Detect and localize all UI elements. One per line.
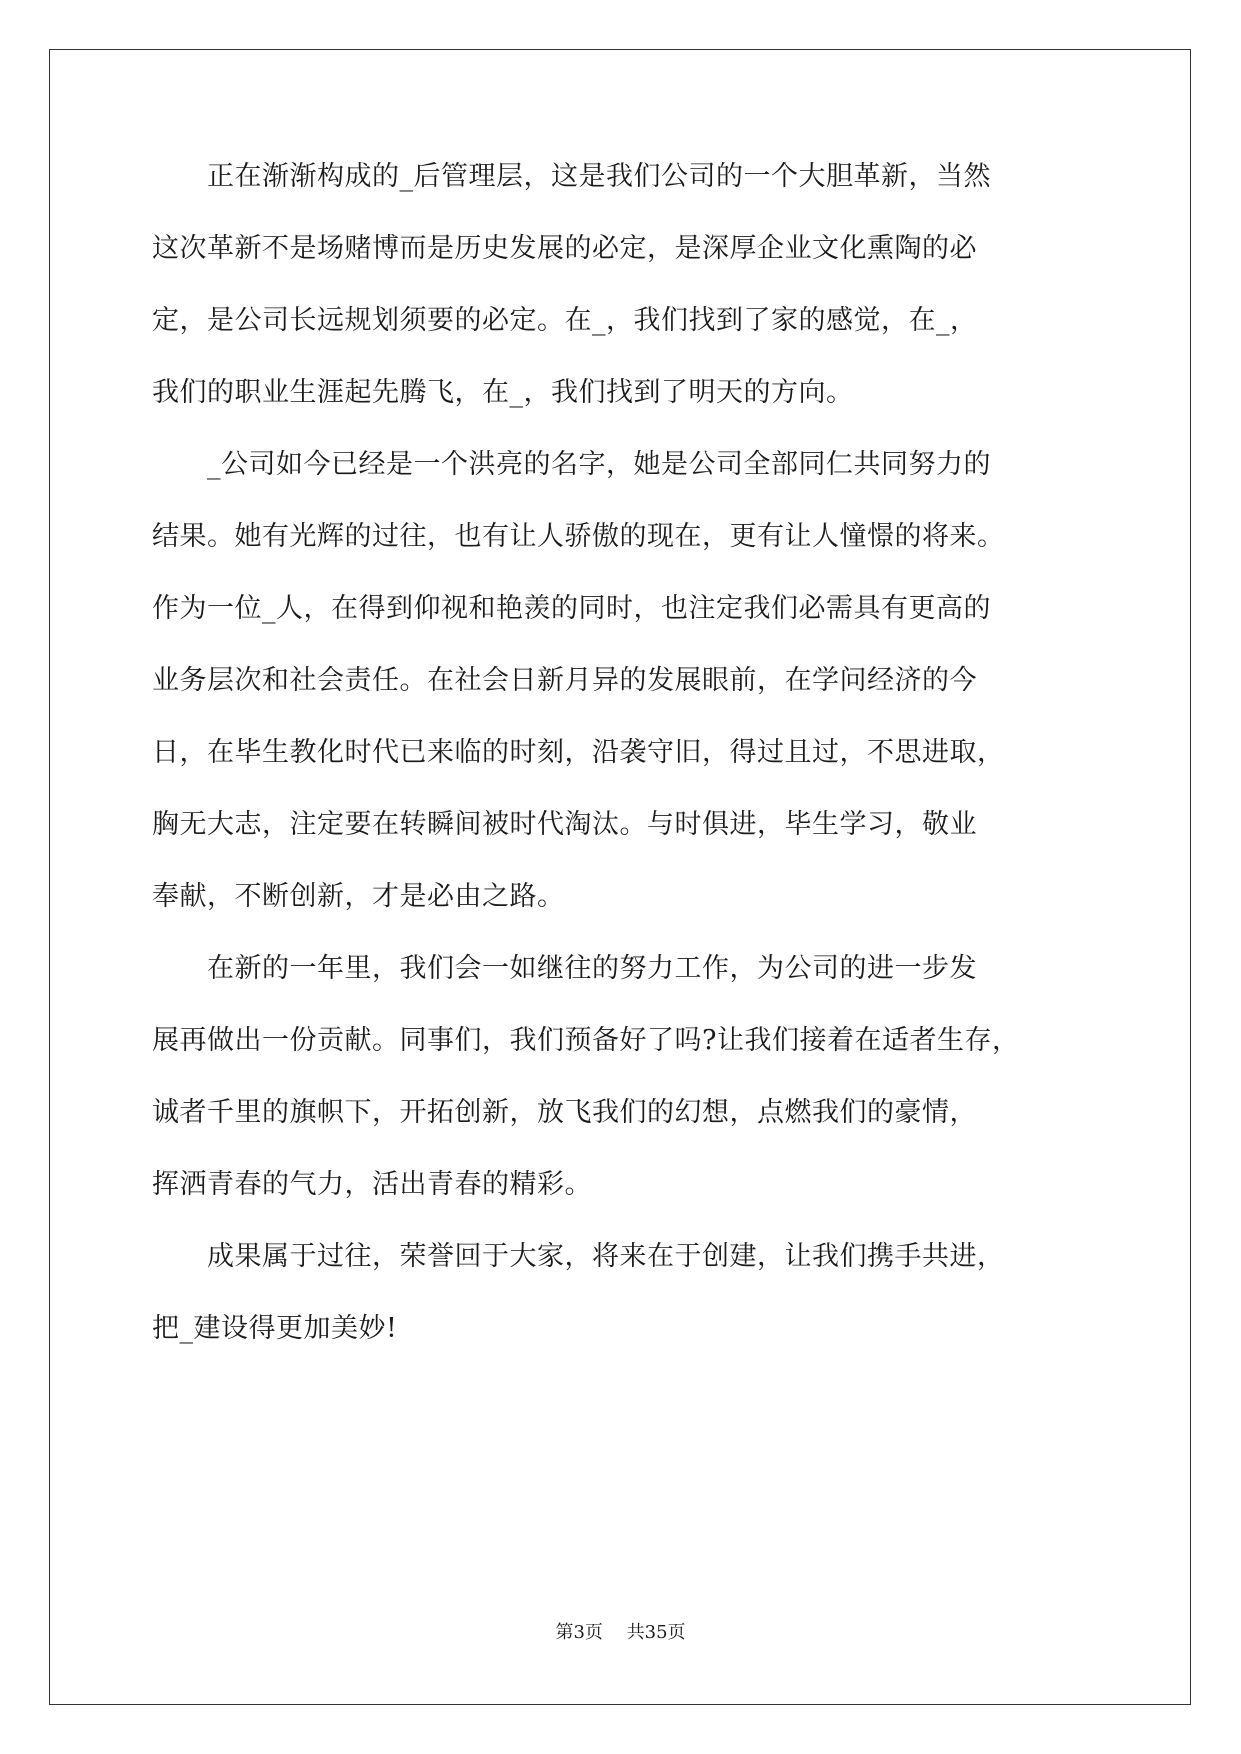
- paragraph-line: 在新的一年里，我们会一如继往的努力工作，为公司的进一步发: [152, 953, 977, 984]
- page-border: [49, 49, 1191, 1705]
- paragraph-line: 成果属于过往，荣誉回于大家，将来在于创建，让我们携手共进，: [152, 1241, 1005, 1272]
- paragraph-line: 奉献，不断创新，才是必由之路。: [152, 881, 565, 912]
- page-number-footer: 第3页 共35页: [555, 1622, 686, 1643]
- paragraph-line: 结果。她有光辉的过往，也有让人骄傲的现在，更有让人憧憬的将来。: [152, 521, 1005, 552]
- paragraph-line: 挥洒青春的气力，活出青春的精彩。: [152, 1169, 592, 1200]
- paragraph-line: 把_建设得更加美妙!: [152, 1313, 398, 1344]
- paragraph-line: 胸无大志，注定要在转瞬间被时代淘汰。与时俱进，毕生学习，敬业: [152, 809, 977, 840]
- paragraph-line: 定，是公司长远规划须要的必定。在_，我们找到了家的感觉，在_，: [152, 305, 978, 336]
- paragraph-line: 展再做出一份贡献。同事们，我们预备好了吗?让我们接着在适者生存，: [152, 1025, 1020, 1056]
- paragraph-line: 业务层次和社会责任。在社会日新月异的发展眼前，在学问经济的今: [152, 665, 977, 696]
- paragraph-line: 日，在毕生教化时代已来临的时刻，沿袭守旧，得过且过，不思进取，: [152, 737, 1005, 768]
- paragraph-line: 诚者千里的旗帜下，开拓创新，放飞我们的幻想，点燃我们的豪情，: [152, 1097, 977, 1128]
- paragraph-line: 作为一位_人，在得到仰视和艳羡的同时，也注定我们必需具有更高的: [152, 593, 991, 624]
- paragraph-line: _公司如今已经是一个洪亮的名字，她是公司全部同仁共同努力的: [152, 449, 991, 480]
- paragraph-line: 这次革新不是场赌博而是历史发展的必定，是深厚企业文化熏陶的必: [152, 233, 977, 264]
- paragraph-line: 正在渐渐构成的_后管理层，这是我们公司的一个大胆革新，当然: [152, 161, 991, 192]
- paragraph-line: 我们的职业生涯起先腾飞，在_，我们找到了明天的方向。: [152, 377, 854, 408]
